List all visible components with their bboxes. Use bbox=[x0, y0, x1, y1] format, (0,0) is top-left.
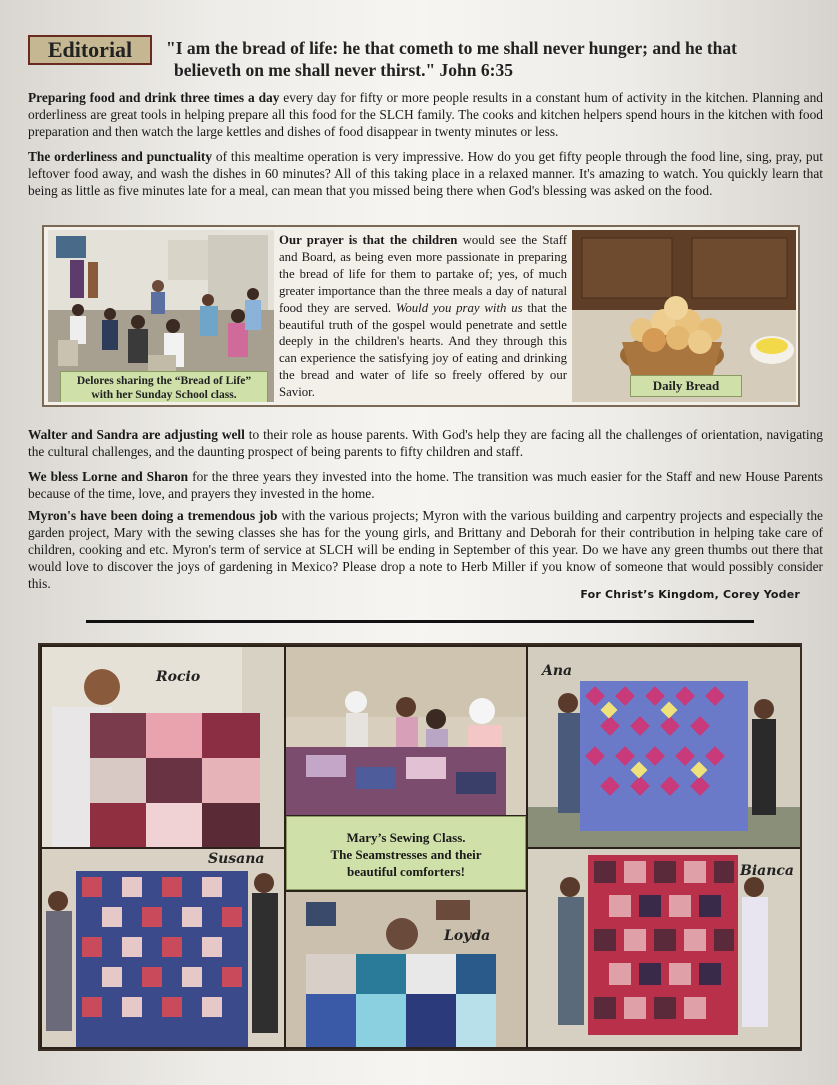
photo-loyda bbox=[286, 892, 526, 1047]
paragraph-lorne-sharon bbox=[28, 468, 823, 502]
paragraph-lead: We bless Lorne and Sharon bbox=[28, 469, 189, 484]
paragraph-body: to their role as house parents. With God's help they are facing all the challenges of orientation, navigating the cultural challenges, and the daunting prospect of being parents to fifty children and staff. bbox=[28, 427, 823, 459]
paragraph-body: every day for fifty or more people results in a constant hum of activity in the kitchen. Planning and orderliness are great tools in helping prepare all this food for the SLCH family. The cooks and kitchen helpers spend hours in the kitchen with food preparation and then watch the large kettles and dishes of food disappear in twenty minutes or less. bbox=[28, 90, 823, 139]
photo-ana bbox=[528, 647, 800, 847]
name-ana: Ana bbox=[542, 663, 573, 679]
editorial-label: Editorial bbox=[28, 35, 152, 65]
scripture-verse bbox=[166, 37, 826, 81]
divider-rule bbox=[86, 620, 754, 623]
paragraph-orderliness bbox=[28, 148, 823, 199]
photo-sewing-group bbox=[286, 647, 526, 815]
paragraph-lead: Preparing food and drink three times a day bbox=[28, 90, 280, 105]
loyda-quilt-illustration bbox=[286, 892, 526, 1047]
prayer-italic: Would you pray with us bbox=[395, 300, 523, 315]
paragraph-lead: Walter and Sandra are adjusting well bbox=[28, 427, 245, 442]
sewing-group-illustration bbox=[286, 647, 526, 815]
caption-line: with her Sunday School class. bbox=[91, 389, 237, 401]
susana-quilt-illustration bbox=[42, 849, 284, 1047]
photo-bianca bbox=[528, 849, 800, 1047]
signature: For Christ’s Kingdom, Corey Yoder bbox=[580, 588, 800, 601]
caption-line: The Seamstresses and their bbox=[330, 847, 482, 862]
name-loyda: Loyda bbox=[444, 928, 491, 944]
daily-bread-photo bbox=[572, 230, 796, 402]
paragraph-lead: Myron's have been doing a tremendous job bbox=[28, 508, 278, 523]
prayer-paragraph bbox=[279, 232, 567, 401]
caption-line: Delores sharing the “Bread of Life” bbox=[76, 375, 252, 387]
photo-rocio bbox=[42, 647, 284, 847]
caption-line: beautiful comforters! bbox=[346, 864, 466, 879]
caption-line: Mary’s Sewing Class. bbox=[346, 830, 466, 845]
name-bianca: Bianca bbox=[740, 863, 794, 879]
sunday-school-photo bbox=[48, 230, 274, 402]
prayer-part1: would see the Staff and Board, as being even more passionate in preparing the bread of life for them to partake of; yes, of much greater importance than the three meals a day of natural food they are served. bbox=[279, 233, 567, 315]
prayer-part2: that the beautiful truth of the gospel would penetrate and settle deeply in the children's hearts. And they through this can experience the satisfying joy of eating and drinking the bread and water of life so freely offered by our Savior. bbox=[279, 300, 567, 400]
sewing-class-caption bbox=[286, 816, 526, 890]
paragraph-body: with the various projects; Myron with the various building and carpentry projects and especially the garden project, Mary with the sewing classes she has for the young girls, and Brittany and Deborah for their contribution in helping take care of children, cooking and etc. Myron's term of service at SLCH will be ending in September of this year. Do we have any green thumbs out there that would love to discover the joys of gardening in Mexico? Please drop a note to Herb Miller if you know of someone that would possibly consider this. bbox=[28, 508, 823, 591]
paragraph-body: of this mealtime operation is very impressive. How do you get fifty people through the food line, sing, pray, put leftover food away, and wash the dishes in 60 minutes? All of this taking place in a relaxed manner. It's amazing to watch. You quickly learn that being as little as five minutes late for a meal, can mean that you missed being there when God's blessing was asked on the food. bbox=[28, 149, 824, 198]
verse-line-2: believeth on me shall never thirst." John 6:35 bbox=[174, 60, 513, 80]
prayer-lead: Our prayer is that the children bbox=[279, 233, 458, 247]
photo-strip bbox=[42, 225, 800, 407]
paragraph-food-prep bbox=[28, 89, 823, 140]
sewing-class-collage bbox=[38, 643, 802, 1051]
photo-susana bbox=[42, 849, 284, 1047]
name-rocio: Rocio bbox=[156, 669, 201, 685]
verse-line-1: "I am the bread of life: he that cometh to me shall never hunger; and he that bbox=[166, 38, 737, 58]
daily-bread-caption: Daily Bread bbox=[630, 375, 742, 397]
paragraph-myrons bbox=[28, 507, 823, 592]
delores-caption bbox=[60, 371, 268, 402]
name-susana: Susana bbox=[208, 851, 265, 867]
paragraph-walter-sandra bbox=[28, 426, 823, 460]
paragraph-body: for the three years they invested into the home. The transition was much easier for the Staff and new House Parents because of the time, love, and prayers they invested in the home. bbox=[28, 469, 823, 501]
paragraph-lead: The orderliness and punctuality bbox=[28, 149, 213, 164]
